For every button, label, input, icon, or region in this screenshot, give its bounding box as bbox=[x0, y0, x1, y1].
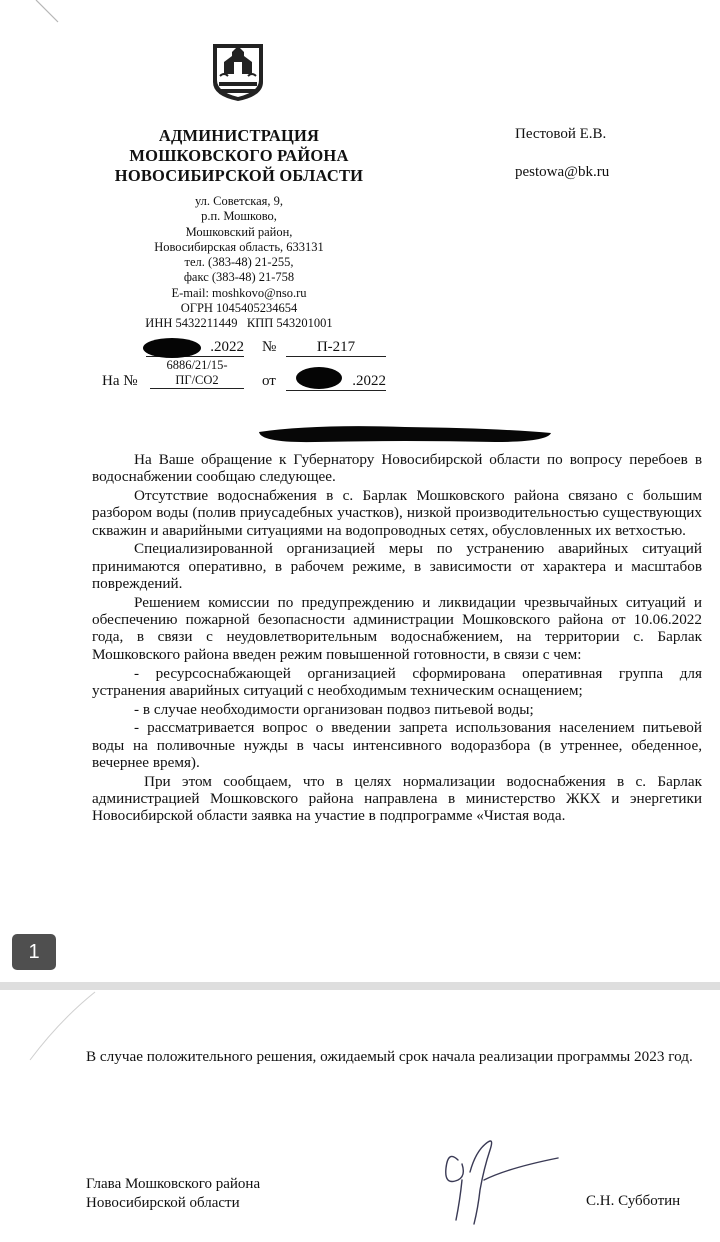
address-line: Новосибирская область, 633131 bbox=[154, 239, 324, 254]
reference-number-line-1: 6886/21/15- bbox=[166, 358, 228, 372]
reference-number bbox=[150, 358, 244, 389]
organization-address bbox=[120, 194, 358, 332]
paragraph: - в случае необходимости организован подвоз питьевой воды; bbox=[134, 700, 534, 718]
organization-name bbox=[100, 126, 378, 186]
reference-from-label: от bbox=[262, 373, 276, 389]
reference-number-line-2: ПГ/СО2 bbox=[150, 373, 244, 389]
org-line-2: МОШКОВСКОГО РАЙОНА bbox=[129, 146, 349, 165]
address-line: ул. Советская, 9, bbox=[194, 194, 284, 208]
outgoing-number-label: № bbox=[262, 339, 277, 355]
outgoing-number-value: П-217 bbox=[286, 339, 386, 357]
letter-body bbox=[92, 451, 702, 826]
paragraph: - рассматривается вопрос о введении запрета использования населением питьевой воды на поливочные нужды в часы интенсивного водоразбора (в утреннее, обеденное, вечернее время). bbox=[92, 719, 702, 772]
redacted-salutation bbox=[255, 418, 555, 448]
signer-name: С.Н. Субботин bbox=[586, 1193, 681, 1209]
paragraph: При этом сообщаем, что в целях нормализации водоснабжения в с. Барлак администрацией Мошковского района направлена в министерство ЖКХ и энергетики Новосибирской области заявка на участие в подпрограмме «Чистая вода. bbox=[92, 772, 702, 825]
signature-title-line-2: Новосибирской области bbox=[86, 1195, 240, 1211]
paragraph: Отсутствие водоснабжения в с. Барлак Мошковского района связано с большим разбором воды (полив приусадебных участков), низкой производительностью существующих скважин и аварийными ситуациями на водопроводных сетях, обусловленных их ветхостью. bbox=[92, 487, 702, 539]
handwritten-signature bbox=[418, 1120, 568, 1230]
closing-paragraph: В случае положительного решения, ожидаемый срок начала реализации программы 2023 год. bbox=[86, 1048, 693, 1065]
signature-title-line-1: Глава Мошковского района bbox=[86, 1176, 261, 1192]
document-page-2 bbox=[0, 990, 720, 1242]
reference-label: На № bbox=[102, 373, 138, 389]
outgoing-number bbox=[286, 339, 386, 357]
org-line-3: НОВОСИБИРСКОЙ ОБЛАСТИ bbox=[114, 166, 364, 185]
paragraph: Специализированной организацией меры по устранению аварийных ситуаций принимаются оперативно, в рабочем режиме, в зависимости от характера и масштабов повреждений. bbox=[92, 540, 702, 593]
address-line: ИНН 5432211449 КПП 543201001 bbox=[145, 316, 333, 331]
page-separator bbox=[0, 982, 720, 990]
coat-of-arms-icon bbox=[212, 42, 264, 102]
address-line: тел. (383-48) 21-255, bbox=[184, 255, 294, 270]
outgoing-date-value: .2022 bbox=[146, 339, 244, 357]
reference-date-value: .2022 bbox=[286, 373, 386, 391]
org-line-1: АДМИНИСТРАЦИЯ bbox=[158, 126, 320, 145]
address-line: р.п. Мошково, bbox=[201, 209, 277, 224]
address-line: факс (383-48) 21-758 bbox=[183, 270, 295, 285]
address-line: Мошковский район, bbox=[185, 224, 293, 239]
paragraph: - ресурсоснабжающей организацией сформирована оперативная группа для устранения аварийных ситуаций с необходимым техническим оснащением; bbox=[92, 664, 702, 699]
paragraph: На Ваше обращение к Губернатору Новосибирской области по вопросу перебоев в водоснабжении сообщаю следующее. bbox=[92, 451, 702, 486]
address-line: E-mail: moshkovo@nso.ru bbox=[171, 285, 307, 300]
signature-title bbox=[86, 1175, 260, 1213]
redaction-mark bbox=[143, 338, 201, 358]
paragraph: Решением комиссии по предупреждению и ликвидации чрезвычайных ситуаций и обеспечению пожарной безопасности администрации Мошковского района от 10.06.2022 года, в связи с неудовлетворительным водоснабжением, на территории с. Барлак Мошковского района введен режим повышенной готовности, в связи с чем: bbox=[92, 593, 702, 663]
redaction-mark bbox=[296, 367, 342, 389]
address-line: ОГРН 1045405234654 bbox=[180, 301, 298, 316]
recipient-email: pestowa@bk.ru bbox=[515, 164, 610, 180]
recipient-name: Пестовой Е.В. bbox=[515, 126, 607, 142]
scan-scratch-mark bbox=[0, 0, 80, 30]
page-number-badge: 1 bbox=[12, 934, 56, 970]
